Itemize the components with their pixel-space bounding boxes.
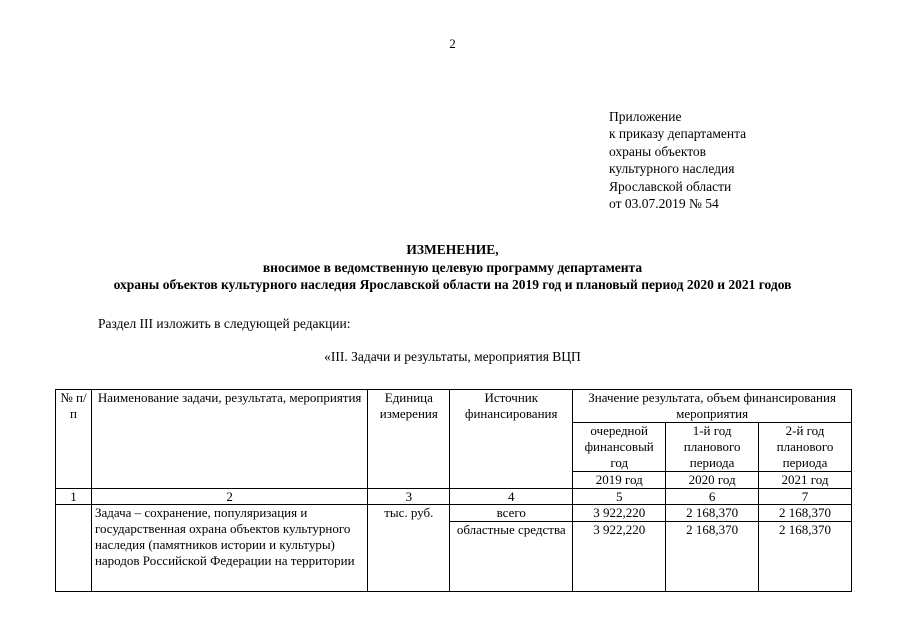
column-number: 3 [368,489,450,505]
title-line-1: ИЗМЕНЕНИЕ, [406,242,499,257]
appendix-line: Ярославской области [609,178,732,194]
column-number: 2 [91,489,367,505]
appendix-block [609,108,746,212]
header-year6: 2020 год [666,472,759,489]
task-num-cell [56,505,92,592]
task-unit: тыс. руб. [368,505,450,592]
header-num: № п/п [56,390,92,489]
title-line-3: охраны объектов культурного наследия Ярославской области на 2019 год и плановый период 2020 и 2021 годов [113,277,792,292]
value-2020: 2 168,370 [666,522,759,592]
appendix-line: к приказу департамента [609,126,747,142]
value-2021: 2 168,370 [759,522,852,592]
column-number: 5 [573,489,666,505]
header-year7: 2021 год [759,472,852,489]
source-cell: всего [450,505,573,522]
tasks-table [55,389,852,592]
appendix-line: Приложение [609,109,682,124]
header-name: Наименование задачи, результата, мероприятия [91,390,367,489]
appendix-line: охраны объектов [609,143,707,159]
header-col5: очередной финансовый год [573,423,666,472]
column-number: 4 [450,489,573,505]
column-number: 6 [666,489,759,505]
value-2020: 2 168,370 [666,505,759,522]
value-2019: 3 922,220 [573,505,666,522]
table-row [56,505,852,522]
value-2021: 2 168,370 [759,505,852,522]
section-heading: «III. Задачи и результаты, мероприятия ВЦП [324,349,581,364]
task-name: Задача – сохранение, популяризация и государственная охрана объектов культурного наследия (памятников истории и культуры) народов Российской Федерации на территории [91,505,367,592]
header-source: Источник финансирования [450,390,573,489]
header-col6: 1-й год планового периода [666,423,759,472]
header-unit: Единица измерения [368,390,450,489]
value-2019: 3 922,220 [573,522,666,592]
header-value-group: Значение результата, объем финансирования мероприятия [573,390,852,423]
lead-text: Раздел III изложить в следующей редакции: [98,316,351,331]
appendix-line: от 03.07.2019 № 54 [609,196,719,212]
document-title [0,241,905,294]
appendix-line: культурного наследия [609,161,735,177]
page-number: 2 [449,36,456,51]
column-number: 7 [759,489,852,505]
header-year5: 2019 год [573,472,666,489]
source-cell: областные средства [450,522,573,592]
title-line-2: вносимое в ведомственную целевую программу департамента [262,259,643,275]
header-col7: 2-й год планового периода [759,423,852,472]
column-number: 1 [56,489,92,505]
